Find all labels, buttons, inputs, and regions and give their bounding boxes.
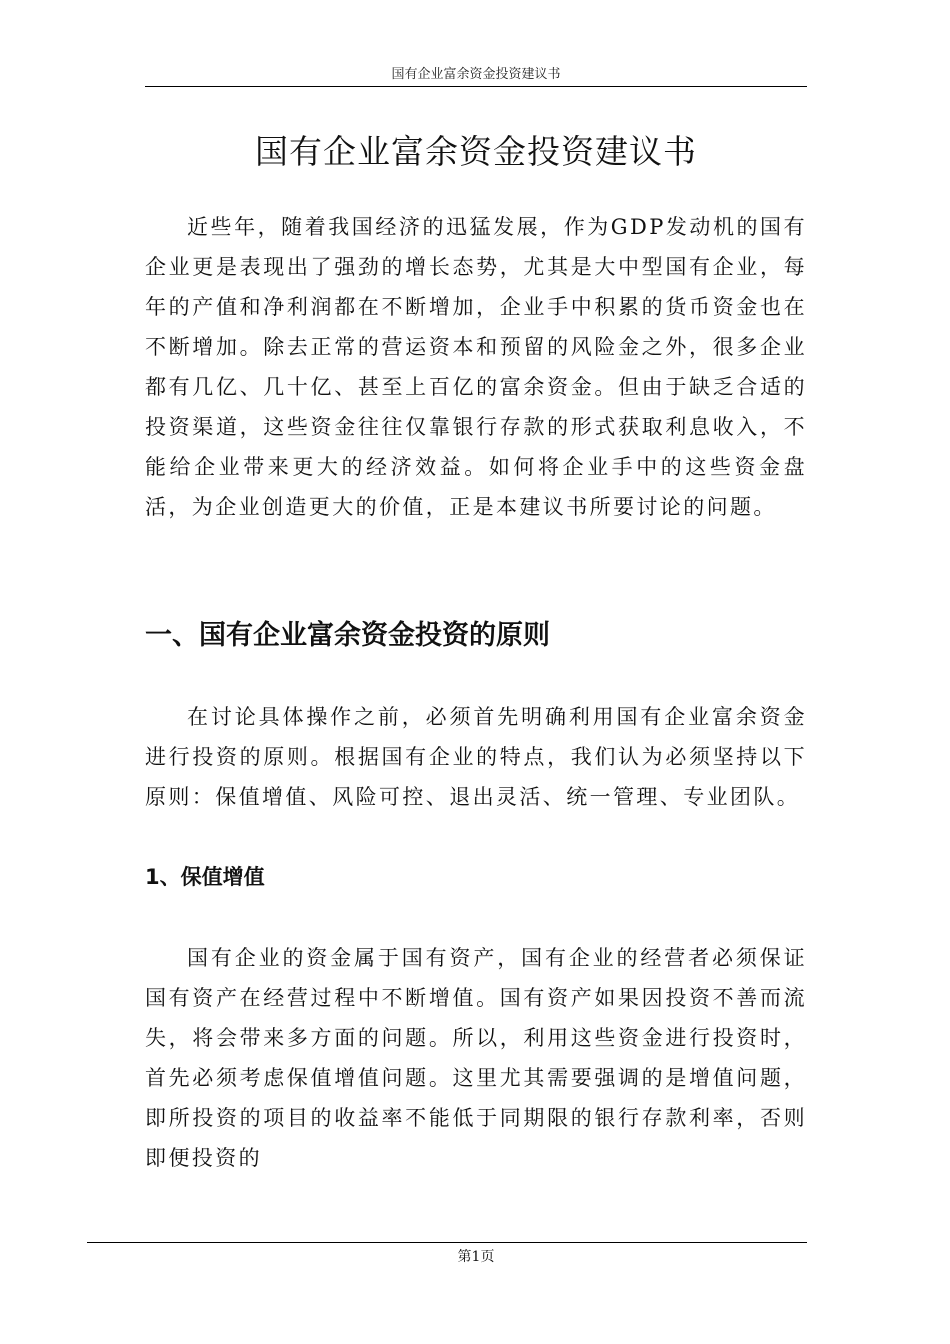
intro-paragraph: 近些年，随着我国经济的迅猛发展，作为GDP发动机的国有企业更是表现出了强劲的增长态势，尤其是大中型国有企业，每年的产值和净利润都在不断增加，企业手中积累的货币资金也在不断增加。除去正常的营运资本和预留的风险金之外，很多企业都有几亿、几十亿、甚至上百亿的富余资金。但由于缺乏合适的投资渠道，这些资金往往仅靠银行存款的形式获取利息收入，不能给企业带来更大的经济效益。如何将企业手中的这些资金盘活，为企业创造更大的价值，正是本建议书所要讨论的问题。 <box>145 215 807 519</box>
section-heading: 一、国有企业富余资金投资的原则 <box>145 620 550 651</box>
document-title: 国有企业富余资金投资建议书 <box>255 132 697 171</box>
section-paragraph: 在讨论具体操作之前，必须首先明确利用国有企业富余资金进行投资的原则。根据国有企业的特点，我们认为必须坚持以下原则：保值增值、风险可控、退出灵活、统一管理、专业团队。 <box>145 705 807 809</box>
page-number: 第1页 <box>457 1249 495 1265</box>
running-header: 国有企业富余资金投资建议书 <box>391 67 561 82</box>
subsection-paragraph: 国有企业的资金属于国有资产，国有企业的经营者必须保证国有资产在经营过程中不断增值。国有资产如果因投资不善而流失，将会带来多方面的问题。所以，利用这些资金进行投资时，首先必须考虑保值增值问题。这里尤其需要强调的是增值问题，即所投资的项目的收益率不能低于同期限的银行存款利率，否则即便投资的 <box>145 946 807 1170</box>
header-divider <box>145 86 807 87</box>
footer-divider <box>87 1242 807 1243</box>
subsection-heading: 1、保值增值 <box>145 865 265 889</box>
